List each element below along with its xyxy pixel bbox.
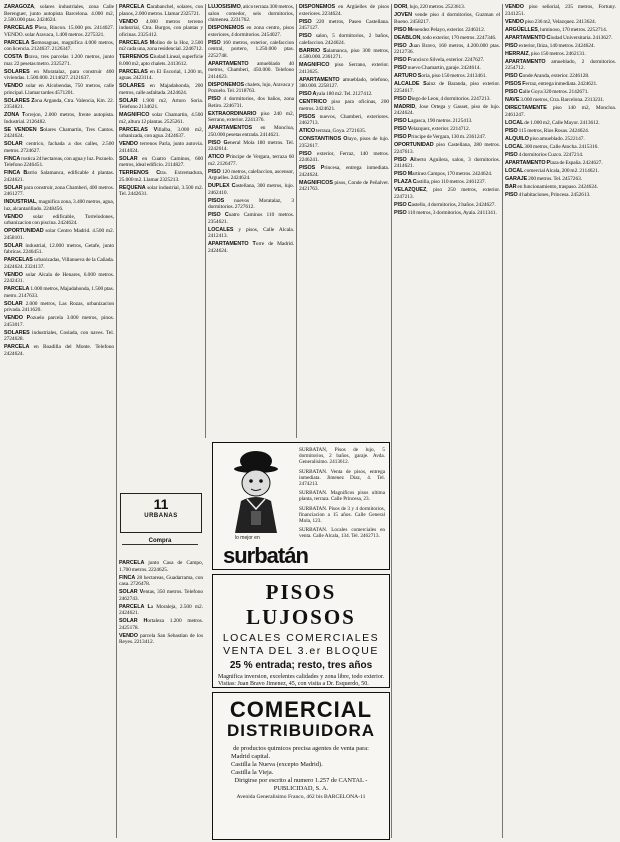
classified-ad: MADRID, Jose Ortega y Gasset, piso de lujo. 2424624. (394, 103, 500, 116)
classified-ad: PISO Alberto Aguilera, salon, 3 dormitorios. 2414621. (394, 156, 500, 169)
classified-ad: ZARAGOZA, solares industriales, zona Calle Berenguer, junto autopista Barcelona. 4.000 m2, 2.500.000 ptas. 2424624. (4, 4, 114, 23)
classified-ad: PARCELAS Piera, Rincon. 15.000 pts. 2414027. VENDO. solar Aravaca, 1.400 metros. 2275321. (4, 25, 114, 38)
surbatan-listing: SURBATAN, Pisos de lujo, 5 dormitorios, 2 baños, garaje. Avda. Generalisimo. 2413612. (299, 447, 385, 466)
classified-ad: PISO Principe de Vergara, 130 m. 2361247. (394, 134, 487, 140)
classified-ad: DORI, lujo, 220 metros. 2523613. (394, 4, 466, 10)
classified-ad: TERRENOS Ciudad Lineal, superficie 8.000 m2, apto chalets. 2413612. (119, 54, 203, 67)
section-header-urbanas (120, 493, 202, 533)
classified-ad: ZONA Torrejon, 2.000 metros, frente autopista. Industrial. 2126482. (4, 112, 114, 125)
classified-ad: PISOS nuevos Moratalaz, 3 dormitorios. 2727612. (208, 197, 294, 210)
classified-ad: SOLARES en Moratalaz, para construir 400 viviendas. 1.500.000. 2114627. 2121637. (4, 68, 114, 81)
classified-ad: LOCAL comercial Alcala, 200 m2. 2114621. (505, 167, 600, 174)
classified-ad: APARTAMENTO Ciudad Universitaria. 2413627. (505, 34, 613, 41)
classified-ad: PARCELAS Molino de la Hoz, 2.500 m2 cada una, zona residencial. 2246712. (119, 39, 203, 52)
classified-ad: MAGNIFICOS pisos, Conde de Peñalver. 2421763. (299, 179, 389, 192)
classified-ad: PISO Conde Aranda, exterior. 2246128. (505, 73, 590, 79)
classified-ad: APARTAMENTO amueblado, telefono, 380.000. 2258127. (299, 76, 389, 89)
classified-ad: PARCELA junto Casa de Campo, 1.700 metros. 2224625. (119, 560, 203, 573)
classified-ad: PARCELAS Villalba, 3.000 m2, urbanizada, con agua. 2424637. (119, 126, 203, 139)
classified-ad: ARTURO Soria, piso 150 metros. 2413461. (394, 73, 487, 79)
classified-column-2-lower (119, 560, 203, 838)
classified-ad: SOLAR Hortaleza 1.200 metros. 2425178. (119, 618, 203, 631)
classified-ad: VENDO solar en Alcobendas, 750 metros, calle principal. Llamar tardes 4571201. (4, 83, 114, 96)
classified-ad: HERRAIZ, piso 150 metros. 2462131. (505, 50, 586, 57)
ad-price-terms: 25 % entrada; resto, tres años (229, 660, 373, 671)
classified-ad: PISO 110 metros, 3 dormitorios, Ayala. 2411341. (394, 209, 497, 216)
classified-ad: PISO 115 metros, Rios Rosas. 2424624. (505, 127, 590, 134)
classified-ad: PISO Ayala 180 m2. Tel. 2127412. (299, 91, 373, 97)
classified-ad: ARGÜELLES, luminoso, 170 metros. 2252714. (505, 26, 608, 33)
classified-ad: PISO exterior, Ibiza, 140 metros. 2424624. (505, 42, 595, 49)
ad-address-text: Avenida Generalisimo Franco, 462 bis BARCELONA-11 (236, 794, 366, 800)
classified-ad: PISO 4 dormitorios Cuzco. 2247214. (505, 151, 584, 158)
column-rule (296, 4, 297, 438)
classified-column-2 (119, 4, 203, 488)
classified-ad: PISOS Princesa, entrega inmediata. 2424624. (299, 165, 389, 178)
classified-ad: PISO 220 metros, Paseo Castellana. 2457127. (299, 18, 389, 31)
classified-ad: GARAJE 200 metros. Tel. 2457263. (505, 175, 583, 182)
classified-ad: PISOS Ferraz, entrega inmediata. 2424621. (505, 81, 598, 87)
classified-ad: APARTAMENTOS en Moncloa, 250.000 pesetas entrada. 2414621. (208, 125, 294, 138)
column-rule (391, 4, 392, 838)
classified-ad: PISO nuevo Chamartin, garaje. 2424614. (394, 65, 481, 71)
classified-ad: VENDO solar edificable, Torrelodones, urbanizacion con piscina. 2424624. (4, 213, 114, 226)
classified-ad: PLAZA Castilla, piso 110 metros. 2461237. (394, 179, 486, 185)
brand-tagline: lo mejor en (235, 535, 260, 541)
classified-ad: PARCELA Carabanchel, solares, con planos, 2.000 metros. Llamar 2325721. (119, 4, 203, 17)
surbatan-advertisement (212, 442, 390, 570)
classified-ad: APARTAMENTO amueblado 40 metros, Chamberi, 450.000. Telefono 2414623. (208, 60, 294, 80)
classified-ad: PARCELAS en El Escorial, 1.200 m, aguas. 2423114. (119, 68, 203, 81)
classified-ad: BARRIO Salamanca, piso 300 metros, 4.500.000. 2361271. (299, 47, 389, 60)
classified-ad: PISO Cuatro Caminos 110 metros. 2354621. (208, 212, 294, 225)
classified-ad: PARCELAS urbanizadas, Villanueva de la Cañada. 2424624. 2324137. (4, 257, 114, 270)
comercial-distribuidora-advertisement (212, 692, 390, 840)
ad-contact-text: Dirigirse por escrito al numero 1.257 de CANTAL - PUBLICIDAD, S. A. (234, 777, 368, 792)
classified-ad: COSTA Brava, tres parcelas 1.200 metros, junto mar. 22 pesetas metro. 2325271. (4, 54, 114, 67)
classified-ad: PISO salon, 5 dormitorios, 2 baños, calefaccion. 2424624. (299, 33, 389, 46)
classified-ad: PISO Martinez Campos, 170 metros. 2424624. (394, 171, 493, 177)
classified-ad: DISPONEMOS chalets, lujo, Aravaca y Pozuelo. Tel. 2118763. (208, 81, 294, 94)
classified-ad: TERRENOS Ctra. Extremadura, 25.000 m2. Llamar 2325213. (119, 170, 203, 183)
classified-ad: PISO Francisco Silvela, exterior. 2247627. (394, 57, 485, 63)
classified-ad: SOLAR en Cuatro Caminos, 600 metros, ideal edificio. 2114827. (119, 155, 203, 168)
classified-ad: DISPONEMOS en Argüelles de pisos exteriores. 2234624. (299, 4, 389, 17)
classified-column-4 (299, 4, 389, 436)
classified-ad: PISO 4 habitaciones, Princesa. 2452613. (505, 191, 591, 198)
classified-ad: LOCAL de 1.000 m2, Calle Mayor. 2413612. (505, 119, 600, 126)
classified-ad: CONSTANTINOS Olayo, pisos de lujo. 2352617. (299, 136, 389, 149)
ad-headline-comercial: COMERCIAL (229, 697, 373, 722)
classified-ad: OPORTUNIDAD piso Castellana, 280 metros. 2247613. (394, 142, 500, 155)
ad-requirement: Castilla la Vieja. (231, 769, 274, 776)
ad-subline-locales: LOCALES COMERCIALES (222, 632, 380, 644)
classified-ad: MAGNIFICO piso Serrano, exterior. 2413625. (299, 62, 389, 75)
classified-ad: PISO Diego de Leon, 4 dormitorios. 2247213. (394, 95, 491, 102)
ad-requirement: Castilla la Nueva (excepto Madrid). (231, 761, 323, 768)
classified-ad: VENDO parcela San Sebastian de los Reyes. 2213412. (119, 632, 203, 645)
classified-ad: PISO 120 metros, calefaccion, ascensor, Arguelles. 2424624. (208, 168, 294, 181)
classified-column-3 (208, 4, 294, 436)
subheading-compra: Compra (122, 538, 198, 545)
classified-ad: PARCELA 1.000 metros, Majadahonda, 1.500 ptas. metro. 2147633. (4, 286, 114, 299)
classified-ad: VENDO piso señorial, 235 metros, Fortuny. 2341251. (505, 4, 616, 17)
classified-ad: PARCELA La Moraleja, 2.500 m2. 2424621. (119, 603, 203, 616)
ad-requirement: Madrid capital. (231, 753, 271, 760)
column-rule (502, 4, 503, 838)
classified-ad: SOLARES industriales, Coslada, con naves. Tel. 2724628. (4, 329, 114, 342)
classified-ad: SOLAR Ventas, 350 metros. Telefono 2462743. (119, 589, 203, 602)
classified-ad: APARTAMENTO Torre de Madrid. 2424624. (208, 241, 294, 254)
section-number: 11 (153, 496, 169, 512)
ad-headline-distribuidora: DISTRIBUIDORA (226, 721, 376, 740)
classified-ad: VENDO Pozuelo parcela 3.000 metros, pinos. 2453017. (4, 315, 114, 328)
classified-ad: INDUSTRIAL, magnifica zona, 3.400 metros, agua, luz, alcantarillado. 2248456. (4, 199, 114, 212)
classified-ad: PISOS nuevos, Chamberi, exteriores. 2462713. (299, 113, 389, 126)
classified-ad: LOCAL 300 metros, Calle Atocha. 2415316. (505, 143, 599, 150)
classified-ad: SOLARES Zona Arganda, Ctra. Valencia, Km. 22. 2354821. (4, 97, 114, 110)
classified-ad: PISO Velazquez, exterior. 2214712. (394, 126, 471, 132)
classified-ad: LOCALES y pisos, Calle Alcala. 2412413. (208, 226, 294, 239)
classified-ad: NAVE 3.000 metros, Ctra. Barcelona. 2313231. (505, 97, 605, 103)
ad-body-text: Magnifica inversion, excelentes calidades y zona libre, todo exterior. Visitas: Juan Bravo Jimenez, 45, con visita a Dr. Esquerdo, 50. (218, 674, 384, 687)
classified-column-5 (394, 4, 500, 838)
classified-ad: PISO General Mola 180 metros. Tel. 2242614. (208, 139, 294, 152)
surbatan-listings (299, 447, 385, 543)
classified-ad: PISO Juan Bravo, 160 metros, 4.200.000 ptas. 2212736. (394, 42, 500, 55)
classified-column-6 (505, 4, 616, 838)
classified-ad: JOVEN vende piso 4 dormitorios, Guzman el Bueno. 2458217. (394, 12, 500, 25)
pisos-lujosos-advertisement (212, 574, 390, 688)
classified-ad: PARCELA en Boadilla del Monte. Telefono 2424624. (4, 344, 114, 357)
classified-ad: VENDO 4.000 metros terreno industrial, Ctra. Burgos, con plantas y oficinas. 2325412. (119, 18, 203, 38)
ad-headline: PISOS LUJOSOS (246, 580, 356, 629)
classified-ad: PARCELA Somosaguas, magnifica 4.000 metros, con licencia. 2124637. 2126347. (4, 39, 114, 52)
column-rule (116, 4, 117, 838)
classified-ad: PISO Calle Goya 320 metros. 2142671. (505, 89, 589, 95)
classified-ad: EXTRAORDINARIO piso 240 m2, Serrano, exterior. 2241376. (208, 110, 294, 123)
classified-ad: ATICO terraza, Goya. 2721635. (299, 128, 367, 134)
classified-ad: LUJOSISIMO, atico terraza 300 metros, salon comedor, seis dormitorios, chimenea. 2231762. (208, 4, 294, 23)
classified-ad: VELAZQUEZ, piso 250 metros, exterior. 2247213. (394, 187, 500, 200)
classified-ad: ALCALDE Sainz de Baranda, piso exterior. 2254617. (394, 81, 500, 94)
classified-ad: FINCA rustica 24 hectareas, con agua y luz. Pozuelo. Telefono 2246451. (4, 155, 114, 168)
classified-ad: PISO Menendez Pelayo, exterior. 2246312. (394, 26, 486, 33)
section-label: URBANAS (144, 513, 178, 519)
classified-ad: CENTRICO piso para oficinas, 200 metros. 2424621. (299, 99, 389, 112)
classified-ad: VENDO solar Alcala de Henares, 6.000 metros. 2242431. (4, 271, 114, 284)
classified-ad: OPORTUNIDAD solar Centro Madrid. 4.500 m2. 2458101. (4, 228, 114, 241)
classified-ad: SOLAR industrial, 12.000 metros, Getafe, junto fabricas. 2246451. (4, 242, 114, 255)
classified-ad: ATICO Principe de Vergara, terraza 60 m2. 2126477. (208, 154, 294, 167)
classified-ad: DISPONEMOS en zona centro, pisos exteriores, 4 dormitorios. 2454027. (208, 25, 294, 38)
classified-ad: PISO exterior, Ferraz, 140 metros. 2246241. (299, 150, 389, 163)
classified-ad: DEABLON, todo exterior, 170 metros. 2247346. (394, 34, 497, 41)
classified-ad: PISO 160 metros, exterior, calefaccion central, portero, 1.250.000 ptas. 2252748. (208, 39, 294, 59)
classified-ad: SOLARES en Majadahonda, 200 metros, calle asfaltada. 2424624. (119, 83, 203, 96)
classified-ad: VENDO terrenos Parla, junto autovia. 2414024. (119, 141, 203, 154)
classified-ad: SOLAR 1.900 m2, Arturo Soria. Telefono 2134621. (119, 97, 203, 110)
classified-ad: PISO 4 dormitorios, dos baños, zona Retiro. 2246731. (208, 96, 294, 109)
classified-ad: PISO Lagasca, 190 metros. 2125413. (394, 118, 473, 124)
classified-ad: DUPLEX Castellana, 300 metros, lujo. 2462410. (208, 183, 294, 196)
child-illustration-icon (221, 449, 291, 535)
brand-logo-surbatan: surbatán (223, 543, 308, 568)
classified-ad: MAGNIFICO solar Chamartin, 4.500 m2, altura 12 plantas. 2525261. (119, 112, 203, 125)
classified-ad: BAR en funcionamiento, traspaso. 2424624. (505, 183, 598, 190)
column-rule (205, 4, 206, 438)
classified-ad: APARTAMENTO Plaza de España. 2424627. (505, 159, 603, 166)
classified-ad: PISO Castello, 4 dormitorios, 2 baños. 2424627. (394, 201, 496, 208)
surbatan-listing: SURBATAN. Pisos de 3 y 4 dormitorios, financiacion a 15 años. Calle General Mola, 123. (299, 505, 385, 525)
classified-ad: ALQUILO piso amueblado. 2522147. (505, 135, 585, 142)
surbatan-listing: SURBATAN. Locales comerciales en venta. Calle Alcala, 134. Tel. 2462713. (299, 527, 385, 540)
classified-ad: FINCA Barrio Salamanca, edificable 4 plantas. 2424621. (4, 170, 114, 183)
classified-column-1 (4, 4, 114, 838)
surbatan-listing: SURBATAN. Venta de pisos, entrega inmediata. Jimenez Diaz, 4. Tel. 2474213. (299, 468, 385, 488)
surbatan-listing: SURBATAN. Magnificos pisos ultima planta, terraza. Calle Princesa, 23. (299, 490, 385, 503)
ad-intro-text: de productos quimicos precisa agentes de venta para: (233, 745, 369, 752)
classified-ad: DIRECTAMENTE piso 140 m2, Moncloa. 2461247. (505, 105, 616, 118)
classified-ad: VENDO piso 236 m2, Velazquez. 2413624. (505, 18, 596, 25)
ad-subline-venta: VENTA DEL 3.er BLOQUE (223, 645, 379, 657)
classified-ad: SE VENDEN Solares Chamartin, Tres Cantos. 2424624. (4, 126, 114, 139)
classified-ad: REQUENA solar industrial, 3.500 m2. Tel. 2442631. (119, 184, 203, 197)
classified-ad: SOLAR para construir, zona Chamberi, 400 metros. 2461277. (4, 184, 114, 197)
classified-ad: APARTAMENTO amueblado, 2 dormitorios. 2254712. (505, 58, 616, 71)
classified-ad: SOLAR centrico, fachada a dos calles, 2.500 metros. 2724627. (4, 141, 114, 154)
classified-ad: FINCA 28 hectareas, Guadarrama, con casa. 2726478. (119, 574, 203, 587)
classified-ad: SOLAR 2.000 metros, Las Rozas, urbanizacion privada. 2411620. (4, 300, 114, 313)
